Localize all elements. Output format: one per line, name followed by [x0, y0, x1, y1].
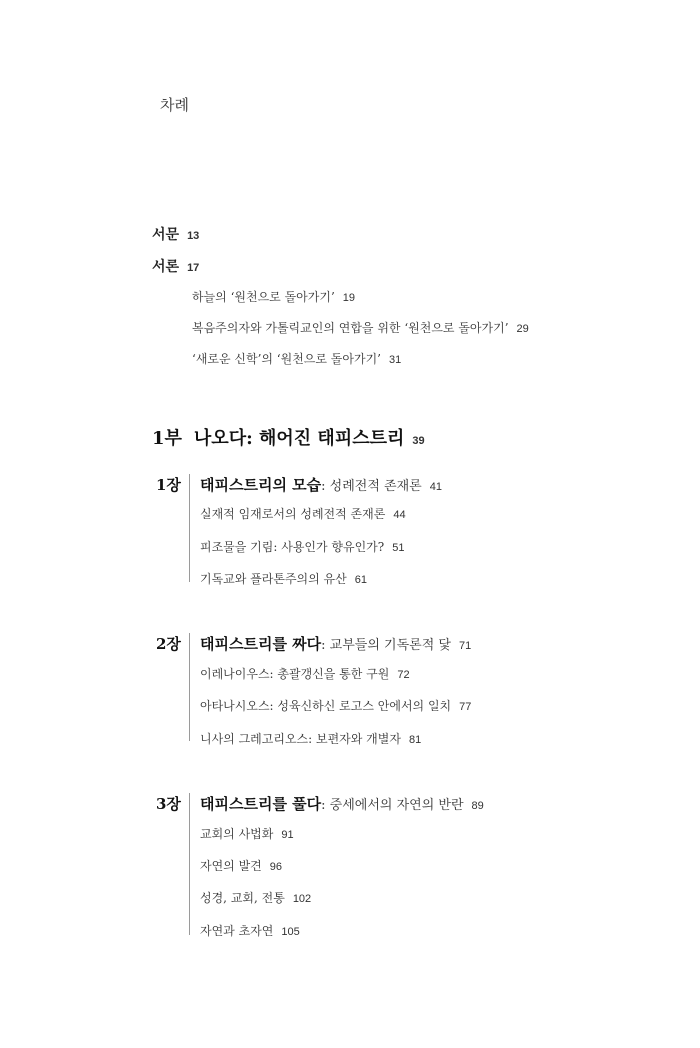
chapter-title-rest: : 성례전적 존재론	[321, 479, 422, 494]
chapter-title-rest: : 교부들의 기독론적 닻	[321, 638, 451, 653]
toc-section-entry[interactable]	[200, 889, 311, 906]
toc-section-entry[interactable]	[200, 665, 410, 682]
chapter-divider	[189, 474, 190, 582]
chapter-title[interactable]	[200, 633, 471, 654]
part-title: 나오다: 해어진 태피스트리	[193, 428, 405, 449]
entry-label: 복음주의자와 가톨릭교인의 연합을 위한 ‘원천으로 돌아가기’	[192, 321, 509, 335]
page-number: 71	[458, 640, 472, 652]
entry-label: 하늘의 ‘원천으로 돌아가기’	[192, 290, 335, 304]
entry-label: 자연의 발견	[200, 859, 262, 873]
page-number: 31	[389, 354, 402, 366]
chapter-title-main: 태피스트리를 풀다	[200, 795, 322, 813]
page-number: 105	[281, 926, 300, 938]
entry-label: 아타나시오스: 성육신하신 로고스 안에서의 일치	[200, 699, 452, 713]
chapter-title-main: 태피스트리의 모습	[200, 476, 322, 494]
chapter-title-main: 태피스트리를 짜다	[200, 635, 322, 653]
entry-label: 니사의 그레고리오스: 보편자와 개별자	[200, 732, 401, 746]
toc-sub-entry[interactable]	[192, 350, 401, 367]
entry-label: 자연과 초자연	[200, 924, 274, 938]
chapter-number: 3장	[156, 795, 181, 813]
entry-label: 피조물을 기림: 사용인가 향유인가?	[200, 540, 385, 554]
page-number: 102	[292, 893, 312, 905]
page-number: 17	[187, 262, 200, 274]
page-number: 29	[516, 323, 529, 335]
toc-entry-introduction[interactable]	[152, 256, 199, 276]
entry-label: ‘새로운 신학’의 ‘원천으로 돌아가기’	[192, 352, 381, 366]
chapter-divider	[189, 633, 190, 741]
toc-sub-entry[interactable]	[192, 288, 355, 305]
entry-label: 이레나이우스: 총괄갱신을 통한 구원	[200, 667, 390, 681]
page-number: 77	[459, 701, 472, 713]
page-number: 81	[408, 734, 422, 746]
part-number: 1부	[152, 428, 182, 449]
page-number: 51	[392, 542, 405, 554]
page-number: 96	[269, 861, 283, 873]
toc-title: 차례	[160, 96, 189, 114]
toc-section-entry[interactable]	[200, 570, 367, 587]
toc-section-entry[interactable]	[200, 697, 471, 714]
page-number: 44	[393, 509, 406, 521]
entry-label: 실재적 임재로서의 성례전적 존재론	[200, 507, 386, 521]
entry-label: 서문	[152, 227, 180, 243]
page-number: 72	[397, 669, 410, 681]
chapter-title-rest: : 중세에서의 자연의 반란	[321, 798, 464, 813]
page-number: 91	[281, 829, 294, 841]
chapter-number: 1장	[156, 476, 181, 494]
toc-section-entry[interactable]	[200, 825, 294, 842]
page-number: 89	[471, 800, 484, 812]
toc-section-entry[interactable]	[200, 538, 404, 555]
chapter-title[interactable]	[200, 474, 442, 495]
page-number: 41	[429, 481, 442, 493]
toc-section-entry[interactable]	[200, 730, 421, 747]
toc-section-entry[interactable]	[200, 857, 282, 874]
chapter-number: 2장	[156, 635, 181, 653]
toc-entry-preface[interactable]	[152, 224, 199, 244]
toc-section-entry[interactable]	[200, 922, 300, 939]
part-heading[interactable]	[152, 424, 425, 450]
toc-section-entry[interactable]	[200, 505, 406, 522]
entry-label: 기독교와 플라톤주의의 유산	[200, 572, 347, 586]
page-number: 13	[187, 230, 200, 242]
toc-sub-entry[interactable]	[192, 319, 529, 336]
page-number: 39	[412, 435, 425, 447]
chapter-divider	[189, 793, 190, 935]
page-number: 19	[342, 292, 356, 304]
chapter-title[interactable]	[200, 793, 484, 814]
entry-label: 성경, 교회, 전통	[200, 891, 285, 905]
entry-label: 서론	[152, 259, 180, 275]
entry-label: 교회의 사법화	[200, 827, 274, 841]
page-number: 61	[354, 574, 367, 586]
